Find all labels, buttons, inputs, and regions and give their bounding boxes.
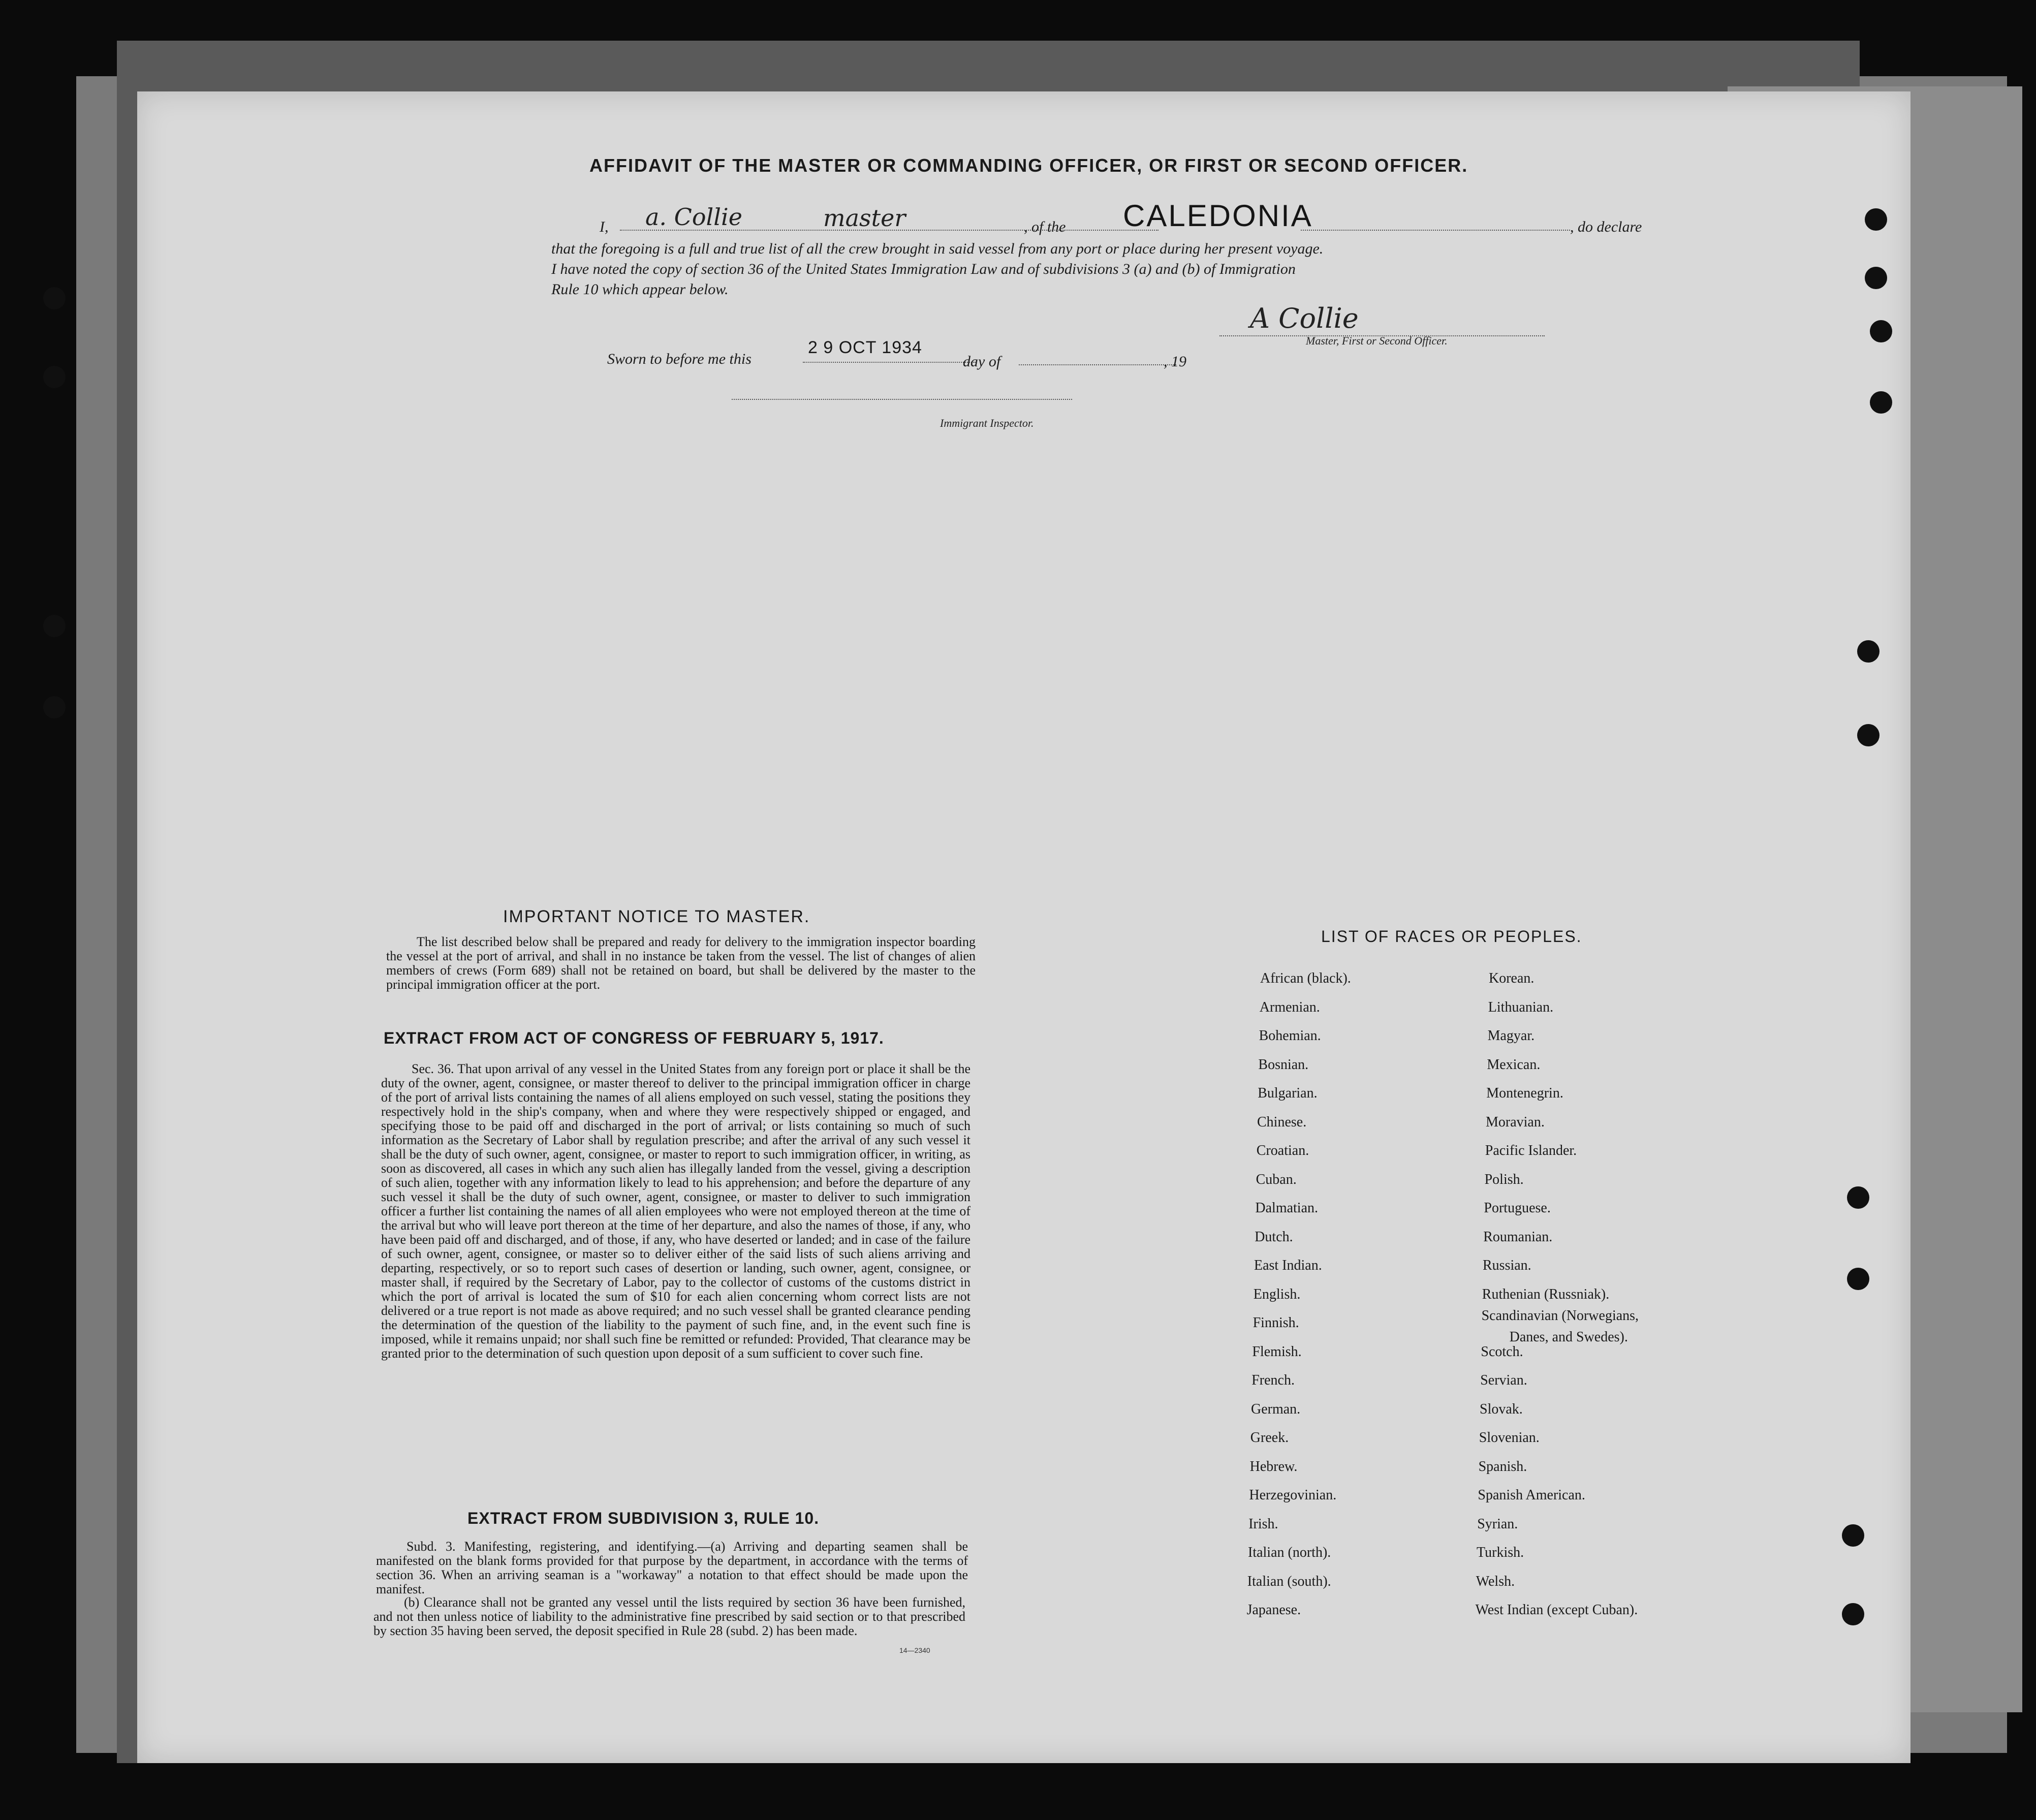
race-item: Danes, and Swedes). (1509, 1329, 1628, 1345)
form-page (137, 91, 1910, 1763)
extract1-body: Sec. 36. That upon arrival of any vessel in the United States from any foreign port or place it shall be the duty of the owner, agent, consignee, or master thereof to deliver to the principal immigration officer in charge of the port of arrival lists containing the names of all aliens employed on such vessel, stating the positions they respectively hold in the ship's company, when and where they were respectively shipped or engaged, and specifying those to be paid off and discharged in the port of arrival; or lists containing so much of such information as the Secretary of Labor shall by regulation prescribe; and after the arrival of any such vessel it shall be the duty of such owner, agent, consignee, or master to report to such immigration officer, in writing, as soon as discovered, all cases in which any such alien has illegally landed from the vessel, giving a description of such alien, together with any information likely to lead to his apprehension; and before the departure of any such vessel it shall be the duty of such owner, agent, consignee, or master to deliver to such immigration officer a further list containing the names of all alien employees who were not employed thereon at the time of the arrival but who will leave port thereon at the time of her departure, and also the names of those, if any, who have been paid off and discharged, and of those, if any, who have deserted or landed; and in case of the failure of such owner, agent, consignee, or master so to deliver either of the said lists of such aliens arriving and departing, respectively, or so to report such cases of desertion or landing, such owner, agent, consignee, or master shall, if required by the Secretary of Labor, pay to the collector of customs of the customs district in which the port of arrival is located the sum of $10 for each alien concerning whom correct lists are not delivered or a true report is not made as above required; and no such vessel shall be granted clearance pending the determination of the question of the liability to the payment of such fine, and, in the event such fine is imposed, while it remains unpaid; nor shall such fine be remitted or refunded: Provided, That clearance may be granted prior to the determination of such question upon deposit of a sum sufficient to cover such fine. (381, 1061, 970, 1361)
race-item: Greek. (1250, 1430, 1289, 1446)
master-name-handwritten: a. Collie (645, 203, 742, 231)
race-item: Flemish. (1252, 1343, 1302, 1360)
race-item: Italian (south). (1247, 1573, 1331, 1589)
races-title: LIST OF RACES OR PEOPLES. (1321, 927, 1582, 946)
sworn-day-of: day of (963, 353, 1001, 370)
race-item: Syrian. (1477, 1516, 1518, 1532)
race-item: Herzegovinian. (1249, 1487, 1337, 1503)
race-item: Spanish American. (1478, 1487, 1585, 1503)
race-item: Korean. (1489, 970, 1534, 986)
binder-hole (1865, 208, 1887, 231)
sworn-date-line (803, 362, 976, 363)
master-title-handwritten: master (823, 204, 906, 232)
race-item: Bosnian. (1258, 1056, 1309, 1073)
binder-hole (1857, 640, 1880, 663)
race-item: Slovak. (1480, 1401, 1523, 1417)
race-item: Italian (north). (1248, 1545, 1331, 1560)
inspector-caption: Immigrant Inspector. (940, 417, 1034, 429)
race-item: Pacific Islander. (1485, 1143, 1577, 1158)
binder-hole (1865, 267, 1887, 289)
race-item: Dalmatian. (1255, 1200, 1319, 1216)
race-item: Spanish. (1478, 1458, 1527, 1474)
race-item: East Indian. (1254, 1258, 1322, 1273)
race-item: Armenian. (1259, 999, 1320, 1015)
vessel-name: CALEDONIA (1123, 199, 1313, 233)
notice-title: IMPORTANT NOTICE TO MASTER. (503, 907, 810, 926)
race-item: West Indian (except Cuban). (1475, 1602, 1638, 1618)
form-number: 14—2340 (899, 1646, 930, 1654)
binder-hole (1857, 724, 1880, 746)
race-item: Scandinavian (Norwegians, (1481, 1308, 1639, 1324)
race-item: Servian. (1480, 1372, 1527, 1388)
sworn-year-prefix: , 19 (1164, 353, 1186, 370)
extract2-body-a: Subd. 3. Manifesting, registering, and identifying.—(a) Arriving and departing seamen shall be manifested on the blank forms provided for that purpose by the department, in accordance with the terms of section 36. When an arriving seaman is a "workaway" a notation to that effect should be made upon the manifest. (376, 1539, 968, 1596)
race-item: Croatian. (1256, 1143, 1309, 1158)
race-item: Scotch. (1481, 1343, 1523, 1360)
sworn-date-stamp: 2 9 OCT 1934 (808, 338, 922, 357)
signature-caption: Master, First or Second Officer. (1306, 334, 1448, 347)
binder-hole (1870, 320, 1892, 342)
race-item: French. (1251, 1372, 1295, 1388)
race-item: Polish. (1484, 1171, 1524, 1187)
binder-hole (43, 366, 66, 388)
race-item: Mexican. (1487, 1056, 1541, 1073)
extract2-title: EXTRACT FROM SUBDIVISION 3, RULE 10. (467, 1509, 820, 1527)
race-item: Bulgarian. (1258, 1085, 1318, 1101)
race-item: Ruthenian (Russniak). (1482, 1286, 1610, 1302)
race-item: Slovenian. (1479, 1430, 1540, 1446)
inspector-signature-line (732, 399, 1072, 400)
race-item: Moravian. (1486, 1114, 1545, 1130)
race-item: Chinese. (1257, 1114, 1307, 1130)
affidavit-of-the: , of the (1024, 218, 1066, 235)
race-item: Hebrew. (1249, 1458, 1298, 1474)
sworn-prefix: Sworn to before me this (607, 351, 751, 367)
race-item: Welsh. (1476, 1573, 1515, 1589)
binder-hole (1842, 1524, 1864, 1547)
race-item: Roumanian. (1483, 1229, 1553, 1245)
affidavit-i-prefix: I, (600, 218, 609, 235)
race-item: Bohemian. (1259, 1028, 1321, 1044)
affidavit-title: AFFIDAVIT OF THE MASTER OR COMMANDING OFFICER, OR FIRST OR SECOND OFFICER. (589, 155, 1468, 176)
extract1-title: EXTRACT FROM ACT OF CONGRESS OF FEBRUARY 5, 1917. (384, 1029, 884, 1047)
race-item: German. (1251, 1401, 1301, 1417)
race-item: African (black). (1260, 970, 1351, 986)
extract2-body-b: (b) Clearance shall not be granted any vessel until the lists required by section 36 have been furnished, and not then unless notice of liability to the administrative fine prescribed by said section or to that prescribed by section 35 having been served, the deposit specified in Rule 28 (subd. 2) has been made. (373, 1595, 965, 1638)
declaration-line-1: that the foregoing is a full and true list of all the crew brought in said vessel from any port or place during her present voyage. (551, 240, 1324, 257)
binder-hole (43, 615, 66, 637)
binder-hole (43, 287, 66, 309)
race-item: Russian. (1483, 1258, 1531, 1273)
race-item: Dutch. (1255, 1229, 1293, 1245)
race-item: Cuban. (1256, 1171, 1297, 1187)
binder-hole (1847, 1186, 1869, 1209)
affidavit-do-declare: , do declare (1570, 218, 1642, 235)
race-item: Montenegrin. (1486, 1085, 1563, 1101)
race-item: English. (1253, 1286, 1301, 1302)
binder-hole (1842, 1603, 1864, 1625)
race-item: Irish. (1248, 1516, 1278, 1532)
binder-hole (43, 696, 66, 718)
declaration-line-3: Rule 10 which appear below. (551, 281, 729, 298)
race-item: Lithuanian. (1488, 999, 1554, 1015)
race-item: Finnish. (1252, 1315, 1299, 1331)
sworn-month-line (1019, 364, 1176, 365)
notice-body: The list described below shall be prepared and ready for delivery to the immigration inspector boarding the vessel at the port of arrival, and shall in no instance be taken from the vessel. The list of changes of alien members of crews (Form 689) shall not be retained on board, but shall be delivered by the master to the principal immigration officer at the port. (386, 934, 976, 992)
race-item: Magyar. (1487, 1028, 1535, 1044)
race-item: Portuguese. (1484, 1200, 1551, 1216)
race-item: Turkish. (1477, 1545, 1524, 1560)
binder-hole (1870, 391, 1892, 414)
declaration-line-2: I have noted the copy of section 36 of the United States Immigration Law and of subdivisions 3 (a) and (b) of Immigration (551, 261, 1296, 277)
vessel-name-line (1301, 230, 1570, 231)
master-signature: A Collie (1250, 302, 1359, 334)
race-item: Japanese. (1246, 1602, 1301, 1618)
binder-hole (1847, 1268, 1869, 1290)
